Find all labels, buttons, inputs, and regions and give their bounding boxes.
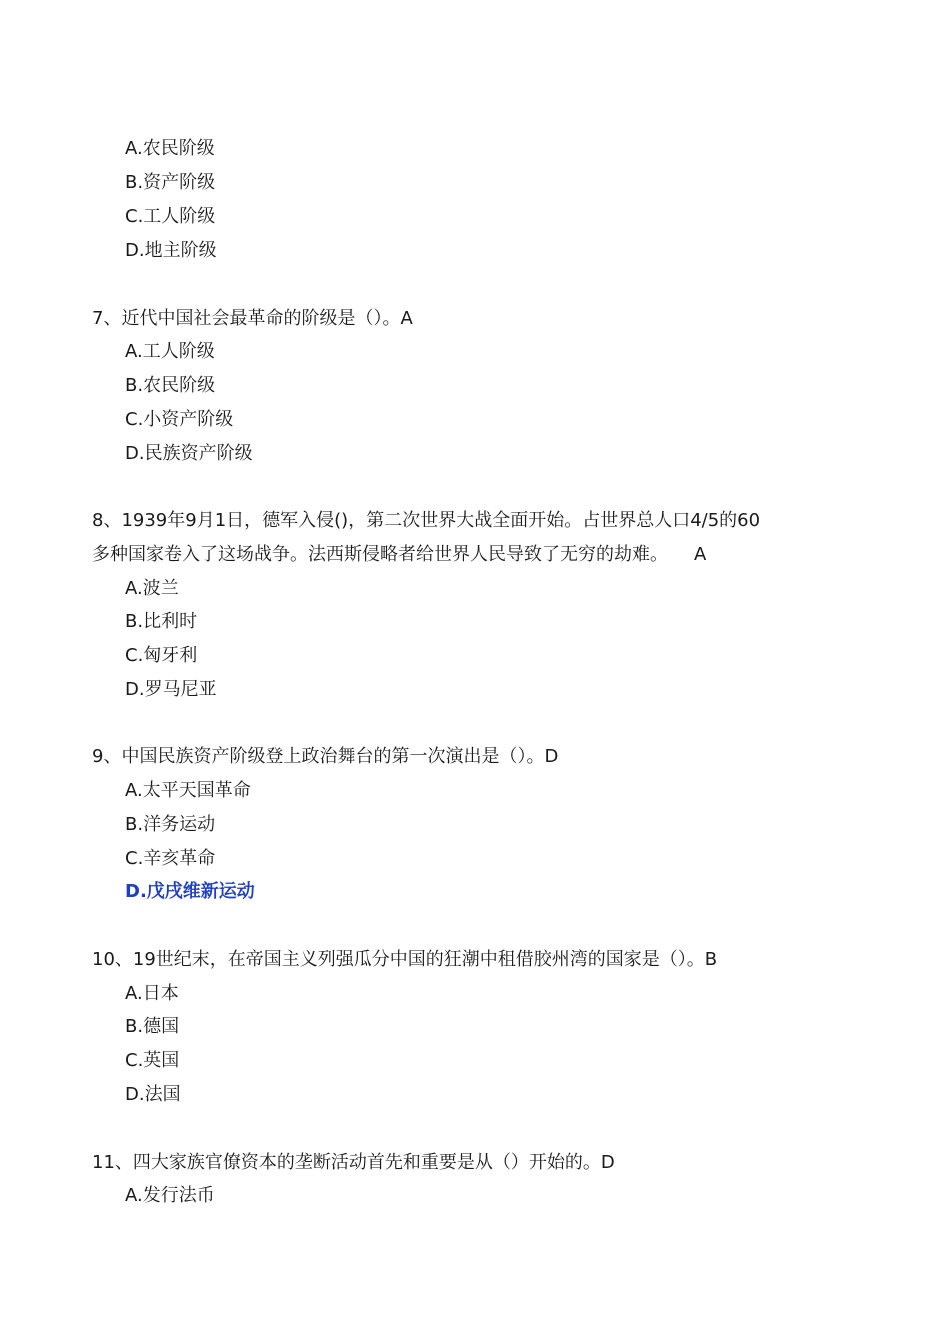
question-7: 7、近代中国社会最革命的阶级是（）。A (92, 308, 413, 329)
q8-option-a: A.波兰 (125, 578, 179, 599)
option-c: C.工人阶级 (125, 206, 216, 227)
q10-option-a: A.日本 (125, 983, 179, 1004)
question-9: 9、中国民族资产阶级登上政治舞台的第一次演出是（）。D (92, 746, 559, 767)
q8-option-d: D.罗马尼亚 (125, 679, 217, 700)
q7-option-c: C.小资产阶级 (125, 409, 234, 430)
question-8-line-2 (92, 543, 706, 567)
q8-option-c: C.匈牙利 (125, 645, 198, 666)
q10-option-c: C.英国 (125, 1050, 180, 1071)
question-8-text: 多种国家卷入了这场战争。法西斯侵略者给世界人民导致了无穷的劫难。 (92, 544, 668, 565)
question-8-line-1: 8、1939年9月1日，德军入侵()，第二次世界大战全面开始。占世界总人口4/5的60 (92, 510, 761, 531)
q9-option-c: C.辛亥革命 (125, 848, 216, 869)
question-8-answer: A (694, 544, 707, 565)
q10-option-b: B.德国 (125, 1016, 180, 1037)
q8-option-b: B.比利时 (125, 611, 198, 632)
q9-option-b: B.洋务运动 (125, 814, 216, 835)
q10-option-d: D.法国 (125, 1084, 181, 1105)
question-11: 11、四大家族官僚资本的垄断活动首先和重要是从（）开始的。D (92, 1152, 615, 1173)
q7-option-b: B.农民阶级 (125, 375, 216, 396)
option-d: D.地主阶级 (125, 240, 217, 261)
q9-option-d-highlighted: D.戊戌维新运动 (125, 881, 255, 902)
q7-option-d: D.民族资产阶级 (125, 443, 253, 464)
option-b: B.资产阶级 (125, 172, 216, 193)
question-10: 10、19世纪末，在帝国主义列强瓜分中国的狂潮中租借胶州湾的国家是（）。B (92, 949, 718, 970)
q11-option-a: A.发行法币 (125, 1185, 215, 1206)
option-a: A.农民阶级 (125, 138, 215, 159)
q9-option-a: A.太平天国革命 (125, 780, 251, 801)
q7-option-a: A.工人阶级 (125, 341, 215, 362)
